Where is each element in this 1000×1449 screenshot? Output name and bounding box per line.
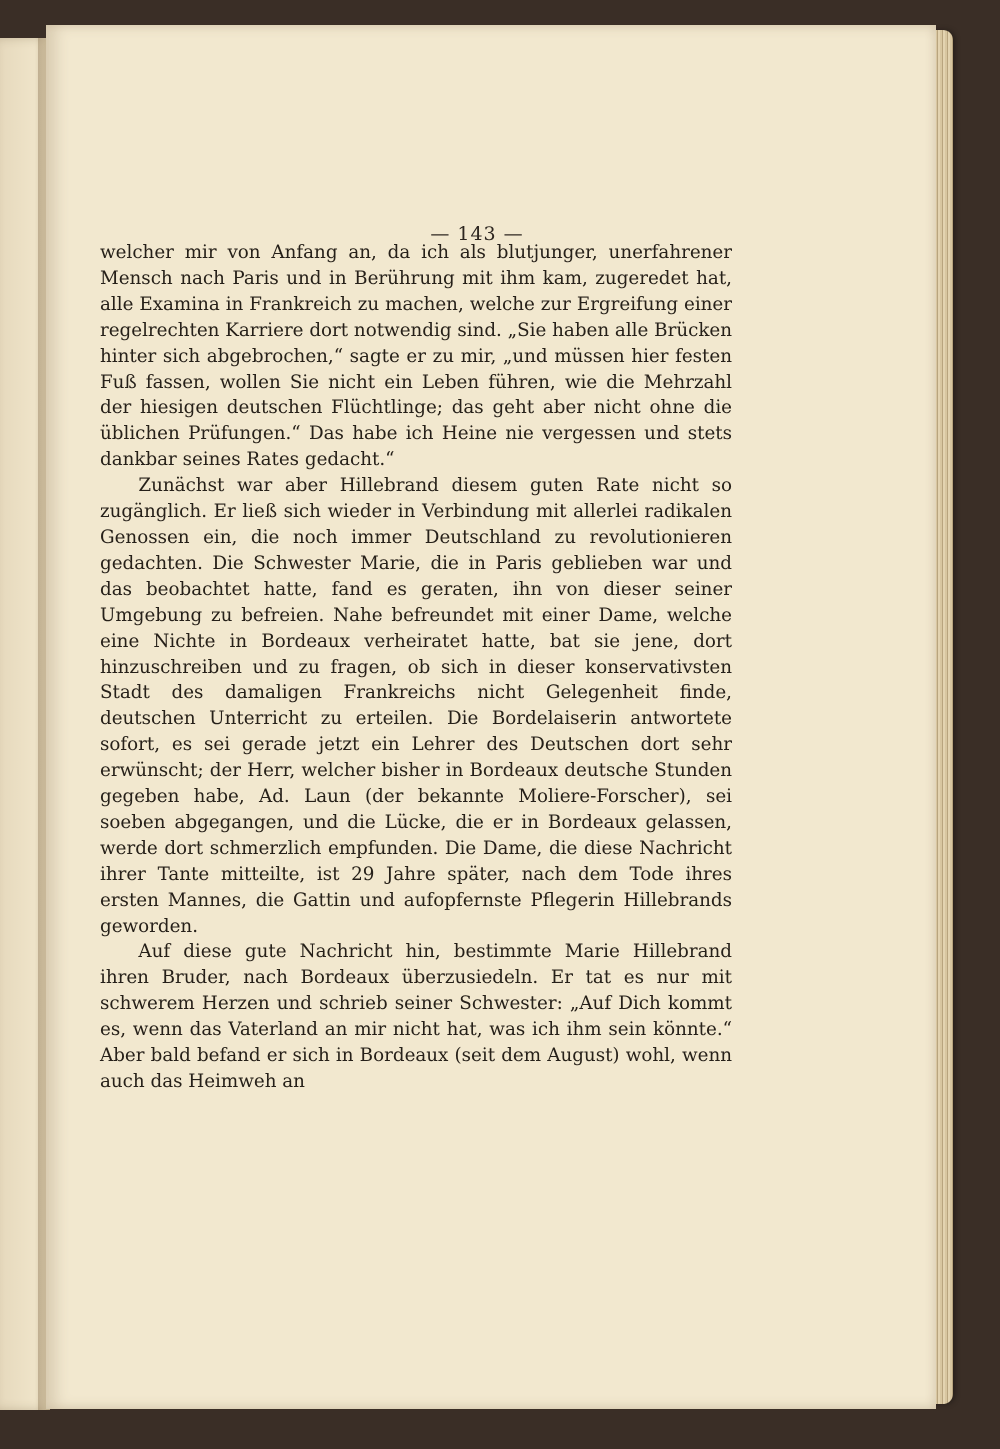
body-text xyxy=(100,240,732,1095)
page-number: — 143 — xyxy=(430,223,524,245)
paragraph-1: welcher mir von Anfang an, da ich als blutjunger, unerfahrener Mensch nach Paris und in Berührung mit ihm kam, zugeredet hat, alle Examina in Frankreich zu machen, welche zur Ergreifung einer regelrechten Karriere dort notwendig sind. „Sie haben alle Brücken hinter sich abgebrochen,“ sagte er zu mir, „und müssen hier festen Fuß fassen, wollen Sie nicht ein Leben führen, wie die Mehrzahl der hiesigen deutschen Flüchtlinge; das geht aber nicht ohne die üblichen Prüfungen.“ Das habe ich Heine nie vergessen und stets dankbar seines Rates gedacht.“ xyxy=(100,242,733,471)
paragraph-2: Zunächst war aber Hillebrand diesem guten Rate nicht so zugänglich. Er ließ sich wieder in Verbindung mit allerlei radikalen Genossen ein, die noch immer Deutschland zu revolutionieren gedachten. Die Schwester Marie, die in Paris geblieben war und das beobachtet hatte, fand es geraten, ihn von dieser seiner Umgebung zu befreien. Nahe befreundet mit einer Dame, welche eine Nichte in Bordeaux verheiratet hatte, bat sie jene, dort hinzuschreiben und zu fragen, ob sich in dieser konservativsten Stadt des damaligen Frankreichs nicht Gelegenheit finde, deutschen Unterricht zu erteilen. Die Bordelaiserin antwortete sofort, es sei gerade jetzt ein Lehrer des Deutschen dort sehr erwünscht; der Herr, welcher bisher in Bordeaux deutsche Stunden gegeben habe, Ad. Laun (der bekannte Moliere-Forscher), sei soeben abgegangen, und die Lücke, die er in Bordeaux gelassen, werde dort schmerzlich empfunden. Die Dame, die diese Nachricht ihrer Tante mitteilte, ist 29 Jahre später, nach dem Tode ihres ersten Mannes, die Gattin und aufopfernste Pflegerin Hillebrands geworden. xyxy=(100,475,732,937)
paragraph-3: Auf diese gute Nachricht hin, bestimmte Marie Hillebrand ihren Bruder, nach Bordeaux überzusiedeln. Er tat es nur mit schwerem Herzen und schrieb seiner Schwester: „Auf Dich kommt es, wenn das Vaterland an mir nicht hat, was ich ihm sein könnte.“ Aber bald befand er sich in Bordeaux (seit dem August) wohl, wenn auch das Heimweh an xyxy=(100,941,732,1092)
